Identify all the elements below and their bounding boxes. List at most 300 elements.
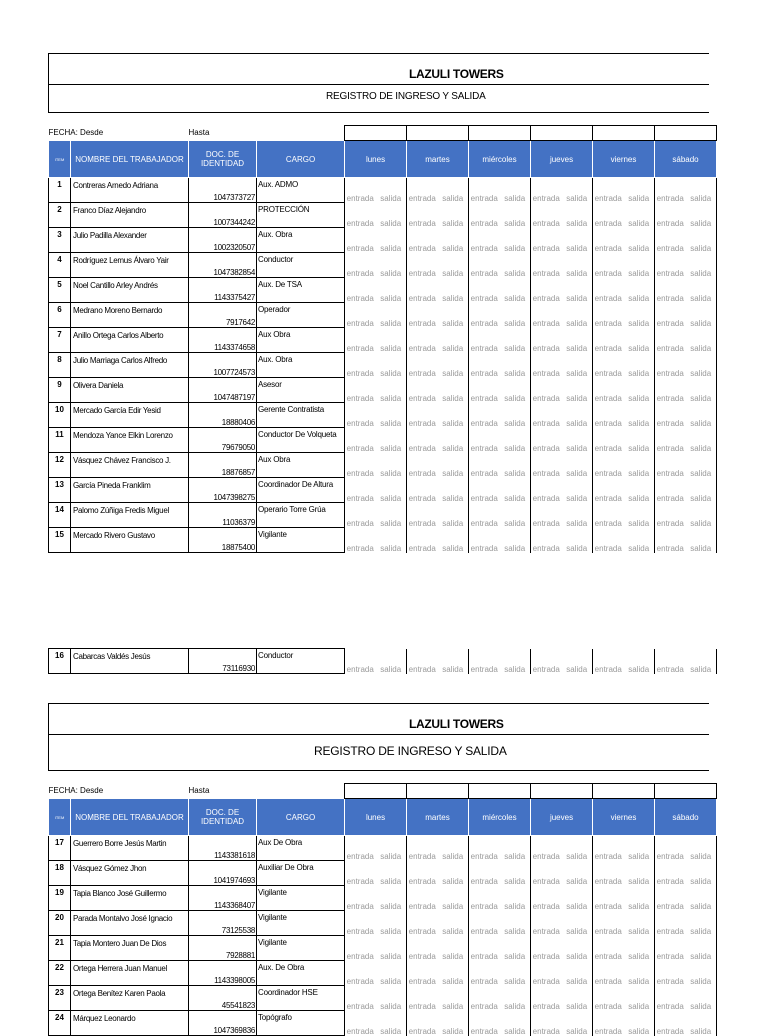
row-item-number: 16	[49, 649, 71, 674]
salida-cell: salida	[624, 228, 655, 253]
salida-cell: salida	[376, 861, 407, 886]
col-day-header-0: lunes	[345, 141, 407, 178]
entrada-cell: entrada	[593, 503, 624, 528]
salida-cell: salida	[500, 503, 531, 528]
fecha-day-cell	[593, 784, 655, 799]
entrada-cell: entrada	[407, 228, 438, 253]
salida-cell: salida	[562, 253, 593, 278]
salida-cell: salida	[562, 836, 593, 861]
table-row	[49, 1011, 717, 1036]
row-document-id: 1047487197	[189, 378, 257, 403]
entrada-cell: entrada	[655, 936, 686, 961]
salida-cell: salida	[562, 453, 593, 478]
entrada-cell: entrada	[407, 428, 438, 453]
entrada-cell: entrada	[655, 253, 686, 278]
entrada-cell: entrada	[345, 403, 376, 428]
salida-cell: salida	[500, 649, 531, 674]
row-position: Aux. De Obra	[257, 961, 345, 986]
fecha-row	[49, 784, 717, 799]
entrada-cell: entrada	[531, 886, 562, 911]
fecha-hasta-label: Hasta	[188, 128, 210, 138]
row-position: Coordinador De Altura	[257, 478, 345, 503]
fecha-hasta-label: Hasta	[188, 786, 210, 796]
salida-cell: salida	[624, 428, 655, 453]
col-day-header-1: martes	[407, 799, 469, 836]
entrada-cell: entrada	[531, 1011, 562, 1036]
salida-cell: salida	[500, 303, 531, 328]
salida-cell: salida	[624, 961, 655, 986]
row-document-id: 73125538	[189, 911, 257, 936]
salida-cell: salida	[500, 836, 531, 861]
entrada-cell: entrada	[469, 986, 500, 1011]
salida-cell: salida	[376, 503, 407, 528]
salida-cell: salida	[624, 836, 655, 861]
col-day-header-5: sábado	[655, 141, 717, 178]
salida-cell: salida	[562, 353, 593, 378]
salida-cell: salida	[438, 886, 469, 911]
salida-cell: salida	[500, 328, 531, 353]
row-item-number: 18	[49, 861, 71, 886]
page1-title-box	[48, 53, 709, 113]
salida-cell: salida	[686, 228, 717, 253]
salida-cell: salida	[624, 203, 655, 228]
entrada-cell: entrada	[593, 986, 624, 1011]
entrada-cell: entrada	[593, 303, 624, 328]
table-row	[49, 986, 717, 1011]
salida-cell: salida	[686, 503, 717, 528]
entrada-cell: entrada	[407, 253, 438, 278]
salida-cell: salida	[686, 303, 717, 328]
salida-cell: salida	[376, 986, 407, 1011]
entrada-cell: entrada	[531, 178, 562, 203]
entrada-cell: entrada	[469, 649, 500, 674]
row-item-number: 14	[49, 503, 71, 528]
salida-cell: salida	[438, 453, 469, 478]
row-position: Aux. ADMO	[257, 178, 345, 203]
salida-cell: salida	[562, 961, 593, 986]
entrada-cell: entrada	[345, 961, 376, 986]
salida-cell: salida	[562, 528, 593, 553]
entrada-cell: entrada	[531, 403, 562, 428]
entrada-cell: entrada	[531, 836, 562, 861]
salida-cell: salida	[624, 503, 655, 528]
row-worker-name: Vásquez Gómez Jhon	[71, 861, 189, 886]
salida-cell: salida	[562, 936, 593, 961]
entrada-cell: entrada	[593, 453, 624, 478]
table-row	[49, 911, 717, 936]
salida-cell: salida	[438, 936, 469, 961]
entrada-cell: entrada	[407, 1011, 438, 1036]
salida-cell: salida	[500, 936, 531, 961]
salida-cell: salida	[500, 278, 531, 303]
salida-cell: salida	[624, 178, 655, 203]
entrada-cell: entrada	[407, 278, 438, 303]
col-day-header-4: viernes	[593, 141, 655, 178]
salida-cell: salida	[686, 528, 717, 553]
row-worker-name: Palomo Zúñiga Fredis Miguel	[71, 503, 189, 528]
salida-cell: salida	[376, 203, 407, 228]
salida-cell: salida	[438, 836, 469, 861]
row-document-id: 1047382854	[189, 253, 257, 278]
table-row	[49, 478, 717, 503]
entrada-cell: entrada	[469, 961, 500, 986]
salida-cell: salida	[438, 403, 469, 428]
row-position: Gerente Contratista	[257, 403, 345, 428]
entrada-cell: entrada	[345, 986, 376, 1011]
entrada-cell: entrada	[531, 986, 562, 1011]
row-document-id: 1143381618	[189, 836, 257, 861]
entrada-cell: entrada	[407, 911, 438, 936]
entrada-cell: entrada	[407, 203, 438, 228]
row-item-number: 1	[49, 178, 71, 203]
salida-cell: salida	[562, 228, 593, 253]
salida-cell: salida	[500, 1011, 531, 1036]
salida-cell: salida	[624, 649, 655, 674]
entrada-cell: entrada	[531, 228, 562, 253]
salida-cell: salida	[438, 961, 469, 986]
row-position: Asesor	[257, 378, 345, 403]
fecha-day-cell	[469, 126, 531, 141]
salida-cell: salida	[500, 178, 531, 203]
salida-cell: salida	[438, 303, 469, 328]
salida-cell: salida	[376, 253, 407, 278]
entrada-cell: entrada	[531, 503, 562, 528]
row-position: Aux Obra	[257, 328, 345, 353]
row-document-id: 45541823	[189, 986, 257, 1011]
entrada-cell: entrada	[345, 836, 376, 861]
salida-cell: salida	[438, 353, 469, 378]
row-worker-name: Cabarcas Valdés Jesús	[71, 649, 189, 674]
salida-cell: salida	[624, 986, 655, 1011]
salida-cell: salida	[376, 303, 407, 328]
row-worker-name: Mercado Rivero Gustavo	[71, 528, 189, 553]
row-position: Aux. Obra	[257, 353, 345, 378]
salida-cell: salida	[686, 861, 717, 886]
salida-cell: salida	[686, 353, 717, 378]
entrada-cell: entrada	[655, 203, 686, 228]
table-row	[49, 936, 717, 961]
header-row	[49, 141, 717, 178]
table-row	[49, 403, 717, 428]
salida-cell: salida	[376, 911, 407, 936]
table-row	[49, 528, 717, 553]
col-item-header: ITEM	[49, 141, 71, 178]
row-position: PROTECCIÓN	[257, 203, 345, 228]
col-day-header-0: lunes	[345, 799, 407, 836]
entrada-cell: entrada	[469, 528, 500, 553]
salida-cell: salida	[438, 378, 469, 403]
row-item-number: 9	[49, 378, 71, 403]
entrada-cell: entrada	[469, 203, 500, 228]
entrada-cell: entrada	[531, 328, 562, 353]
salida-cell: salida	[624, 1011, 655, 1036]
table-row	[49, 861, 717, 886]
entrada-cell: entrada	[345, 353, 376, 378]
row-item-number: 10	[49, 403, 71, 428]
salida-cell: salida	[500, 378, 531, 403]
entrada-cell: entrada	[655, 453, 686, 478]
entrada-cell: entrada	[407, 503, 438, 528]
row-document-id: 1143398005	[189, 961, 257, 986]
entrada-cell: entrada	[655, 328, 686, 353]
salida-cell: salida	[562, 478, 593, 503]
entrada-cell: entrada	[407, 936, 438, 961]
salida-cell: salida	[562, 378, 593, 403]
row-document-id: 73116930	[189, 649, 257, 674]
page-subtitle: REGISTRO DE INGRESO Y SALIDA	[314, 744, 507, 758]
entrada-cell: entrada	[345, 228, 376, 253]
attendance-table-page1-continued	[48, 648, 717, 674]
entrada-cell: entrada	[531, 649, 562, 674]
row-document-id: 1002320507	[189, 228, 257, 253]
salida-cell: salida	[376, 453, 407, 478]
entrada-cell: entrada	[531, 203, 562, 228]
salida-cell: salida	[438, 478, 469, 503]
row-position: Conductor De Volqueta	[257, 428, 345, 453]
table-row	[49, 203, 717, 228]
entrada-cell: entrada	[407, 528, 438, 553]
salida-cell: salida	[438, 428, 469, 453]
row-worker-name: Vásquez Chávez Francisco J.	[71, 453, 189, 478]
row-document-id: 1047373727	[189, 178, 257, 203]
col-doc-header: DOC. DE IDENTIDAD	[189, 799, 257, 836]
entrada-cell: entrada	[593, 228, 624, 253]
salida-cell: salida	[376, 428, 407, 453]
entrada-cell: entrada	[345, 203, 376, 228]
row-document-id: 79679050	[189, 428, 257, 453]
entrada-cell: entrada	[593, 886, 624, 911]
entrada-cell: entrada	[345, 936, 376, 961]
table-row	[49, 886, 717, 911]
row-document-id: 1007724573	[189, 353, 257, 378]
fecha-day-cell	[407, 126, 469, 141]
salida-cell: salida	[500, 428, 531, 453]
salida-cell: salida	[562, 303, 593, 328]
salida-cell: salida	[376, 328, 407, 353]
entrada-cell: entrada	[345, 503, 376, 528]
row-document-id: 18880406	[189, 403, 257, 428]
entrada-cell: entrada	[531, 253, 562, 278]
row-position: Topógrafo	[257, 1011, 345, 1036]
salida-cell: salida	[376, 228, 407, 253]
salida-cell: salida	[624, 278, 655, 303]
entrada-cell: entrada	[655, 403, 686, 428]
salida-cell: salida	[438, 203, 469, 228]
entrada-cell: entrada	[655, 353, 686, 378]
table-row	[49, 649, 717, 674]
row-position: Aux. Obra	[257, 228, 345, 253]
entrada-cell: entrada	[345, 378, 376, 403]
entrada-cell: entrada	[655, 503, 686, 528]
salida-cell: salida	[686, 836, 717, 861]
salida-cell: salida	[500, 403, 531, 428]
entrada-cell: entrada	[655, 1011, 686, 1036]
entrada-cell: entrada	[469, 936, 500, 961]
entrada-cell: entrada	[655, 649, 686, 674]
row-worker-name: Noel Cantillo Arley Andrés	[71, 278, 189, 303]
entrada-cell: entrada	[655, 178, 686, 203]
entrada-cell: entrada	[345, 649, 376, 674]
entrada-cell: entrada	[407, 836, 438, 861]
entrada-cell: entrada	[655, 228, 686, 253]
entrada-cell: entrada	[407, 328, 438, 353]
table-row	[49, 178, 717, 203]
page2-title-box	[48, 703, 709, 771]
row-position: Operador	[257, 303, 345, 328]
entrada-cell: entrada	[407, 453, 438, 478]
salida-cell: salida	[376, 278, 407, 303]
salida-cell: salida	[376, 1011, 407, 1036]
row-worker-name: Márquez Leonardo	[71, 1011, 189, 1036]
salida-cell: salida	[624, 936, 655, 961]
subtitle-row	[49, 735, 709, 770]
salida-cell: salida	[686, 253, 717, 278]
entrada-cell: entrada	[345, 528, 376, 553]
col-day-header-3: jueves	[531, 141, 593, 178]
entrada-cell: entrada	[655, 861, 686, 886]
salida-cell: salida	[376, 403, 407, 428]
salida-cell: salida	[438, 503, 469, 528]
entrada-cell: entrada	[655, 278, 686, 303]
row-item-number: 5	[49, 278, 71, 303]
entrada-cell: entrada	[407, 178, 438, 203]
row-position: Vigilante	[257, 936, 345, 961]
row-item-number: 4	[49, 253, 71, 278]
entrada-cell: entrada	[593, 1011, 624, 1036]
entrada-cell: entrada	[655, 378, 686, 403]
entrada-cell: entrada	[531, 378, 562, 403]
entrada-cell: entrada	[655, 528, 686, 553]
col-name-header: NOMBRE DEL TRABAJADOR	[71, 141, 189, 178]
salida-cell: salida	[624, 353, 655, 378]
row-position: Operario Torre Grúa	[257, 503, 345, 528]
salida-cell: salida	[562, 203, 593, 228]
fecha-day-cell	[531, 784, 593, 799]
table-row	[49, 428, 717, 453]
salida-cell: salida	[376, 353, 407, 378]
fecha-day-cell	[655, 784, 717, 799]
entrada-cell: entrada	[345, 453, 376, 478]
salida-cell: salida	[686, 328, 717, 353]
table-row	[49, 228, 717, 253]
row-item-number: 23	[49, 986, 71, 1011]
entrada-cell: entrada	[345, 1011, 376, 1036]
entrada-cell: entrada	[469, 503, 500, 528]
row-worker-name: Olivera Daniela	[71, 378, 189, 403]
col-name-header: NOMBRE DEL TRABAJADOR	[71, 799, 189, 836]
table-row	[49, 453, 717, 478]
salida-cell: salida	[500, 911, 531, 936]
entrada-cell: entrada	[593, 328, 624, 353]
salida-cell: salida	[438, 861, 469, 886]
row-document-id: 1143375427	[189, 278, 257, 303]
salida-cell: salida	[686, 453, 717, 478]
salida-cell: salida	[686, 1011, 717, 1036]
entrada-cell: entrada	[655, 428, 686, 453]
col-cargo-header: CARGO	[257, 141, 345, 178]
table-row	[49, 378, 717, 403]
row-worker-name: Julio Marriaga Carlos Alfredo	[71, 353, 189, 378]
salida-cell: salida	[562, 403, 593, 428]
salida-cell: salida	[562, 986, 593, 1011]
entrada-cell: entrada	[531, 278, 562, 303]
fecha-day-cell	[593, 126, 655, 141]
table-row	[49, 328, 717, 353]
entrada-cell: entrada	[655, 836, 686, 861]
salida-cell: salida	[624, 528, 655, 553]
entrada-cell: entrada	[469, 253, 500, 278]
col-cargo-header: CARGO	[257, 799, 345, 836]
fecha-day-cell	[345, 784, 407, 799]
col-day-header-2: miércoles	[469, 799, 531, 836]
entrada-cell: entrada	[531, 861, 562, 886]
salida-cell: salida	[438, 253, 469, 278]
col-day-header-3: jueves	[531, 799, 593, 836]
fecha-day-cell	[407, 784, 469, 799]
salida-cell: salida	[438, 228, 469, 253]
page-title: LAZULI TOWERS	[409, 67, 504, 81]
salida-cell: salida	[624, 328, 655, 353]
entrada-cell: entrada	[469, 861, 500, 886]
fecha-day-cell	[345, 126, 407, 141]
table-row	[49, 961, 717, 986]
entrada-cell: entrada	[531, 478, 562, 503]
entrada-cell: entrada	[469, 911, 500, 936]
row-position: Vigilante	[257, 528, 345, 553]
salida-cell: salida	[562, 1011, 593, 1036]
salida-cell: salida	[500, 478, 531, 503]
entrada-cell: entrada	[593, 278, 624, 303]
salida-cell: salida	[376, 649, 407, 674]
salida-cell: salida	[686, 911, 717, 936]
salida-cell: salida	[686, 886, 717, 911]
fecha-desde-label: FECHA: Desde	[48, 786, 104, 796]
salida-cell: salida	[376, 961, 407, 986]
entrada-cell: entrada	[345, 253, 376, 278]
row-document-id: 18875400	[189, 528, 257, 553]
entrada-cell: entrada	[593, 528, 624, 553]
col-item-header: ITEM	[49, 799, 71, 836]
row-item-number: 8	[49, 353, 71, 378]
entrada-cell: entrada	[655, 961, 686, 986]
entrada-cell: entrada	[531, 303, 562, 328]
salida-cell: salida	[686, 961, 717, 986]
salida-cell: salida	[562, 328, 593, 353]
row-worker-name: Julio Padilla Alexander	[71, 228, 189, 253]
row-position: Auxiliar De Obra	[257, 861, 345, 886]
salida-cell: salida	[438, 528, 469, 553]
subtitle-row	[49, 85, 709, 112]
salida-cell: salida	[500, 861, 531, 886]
row-worker-name: Mercado García Edir Yesid	[71, 403, 189, 428]
row-item-number: 11	[49, 428, 71, 453]
row-worker-name: Tapia Blanco José Guillermo	[71, 886, 189, 911]
salida-cell: salida	[624, 886, 655, 911]
entrada-cell: entrada	[469, 836, 500, 861]
col-day-header-2: miércoles	[469, 141, 531, 178]
entrada-cell: entrada	[345, 303, 376, 328]
row-position: Coordinador HSE	[257, 986, 345, 1011]
salida-cell: salida	[624, 378, 655, 403]
row-position: Vigilante	[257, 886, 345, 911]
salida-cell: salida	[686, 278, 717, 303]
salida-cell: salida	[376, 886, 407, 911]
entrada-cell: entrada	[531, 453, 562, 478]
attendance-table-page1	[48, 125, 717, 553]
row-item-number: 19	[49, 886, 71, 911]
salida-cell: salida	[438, 986, 469, 1011]
entrada-cell: entrada	[593, 428, 624, 453]
